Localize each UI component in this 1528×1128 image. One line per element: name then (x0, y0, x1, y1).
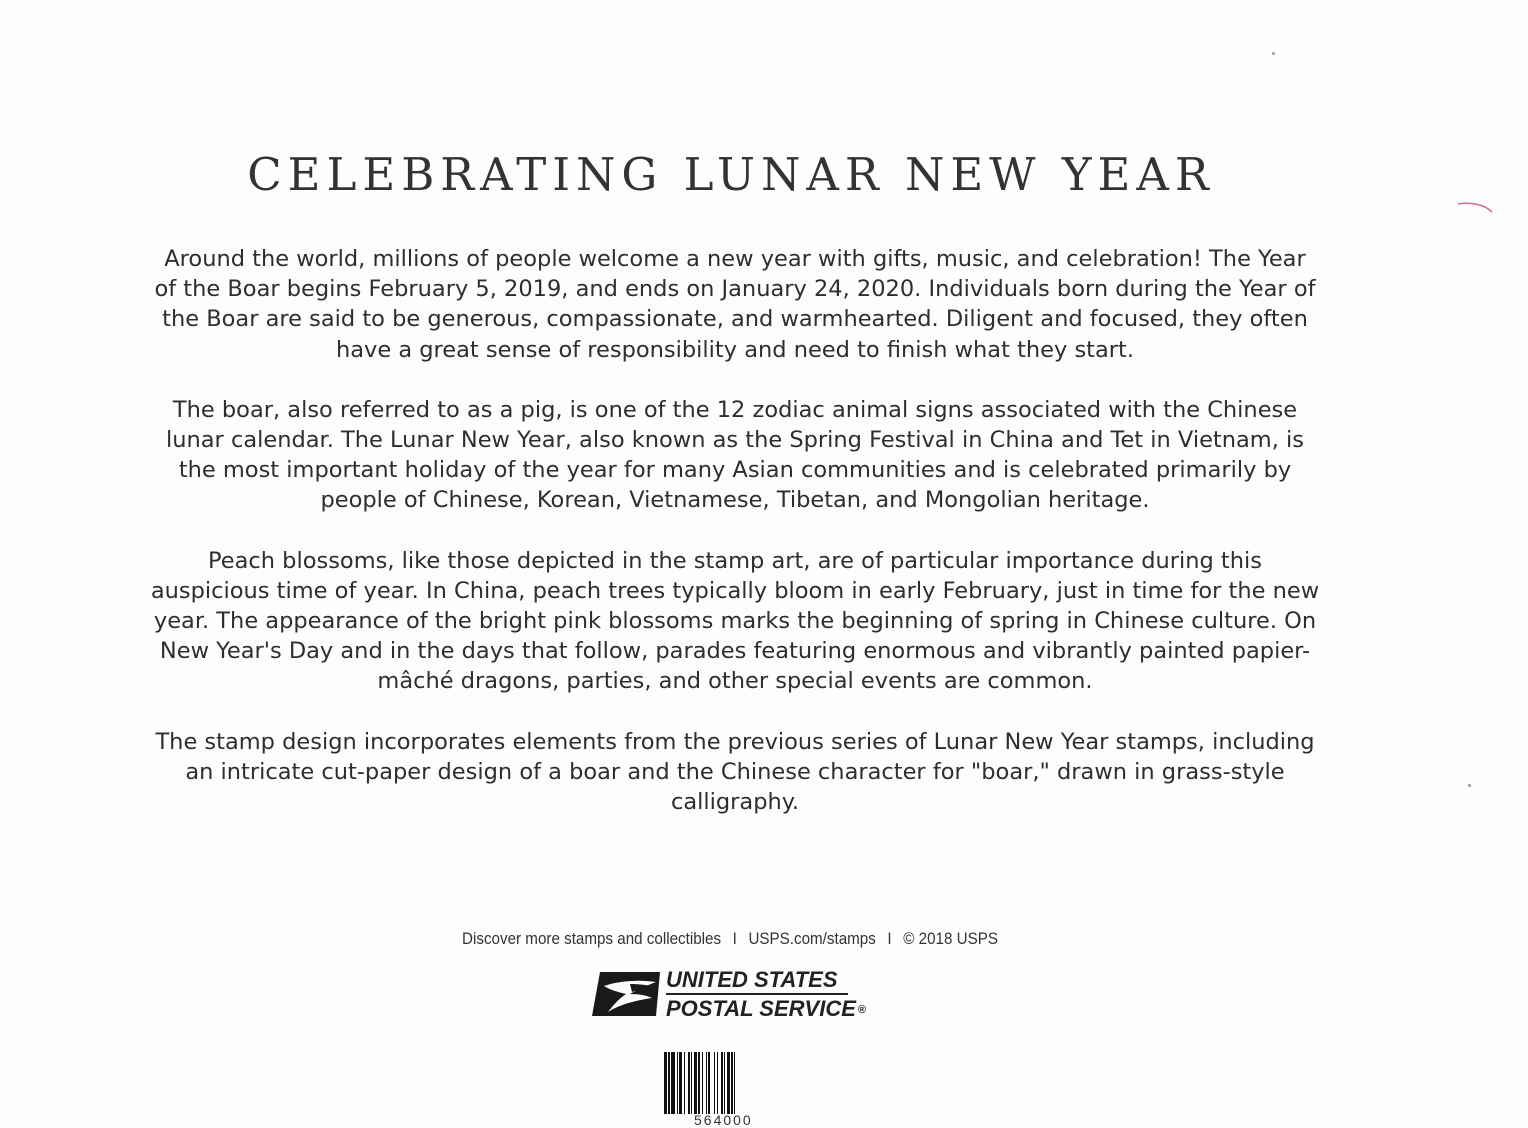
paragraph-zodiac: The boar, also referred to as a pig, is one of the 12 zodiac animal signs associated with the Chinese lunar calendar. The Lunar New Year, also known as the Spring Festival in China and Tet in Vietnam, is the most important holiday of the year for many Asian communities and is celebrated primarily by people of Chinese, Korean, Vietnamese, Tibetan, and Mongolian heritage. (166, 396, 1304, 514)
footer-copyright: © 2018 USPS (903, 930, 998, 948)
eagle-icon (590, 970, 662, 1018)
paragraph-intro: Around the world, millions of people welcome a new year with gifts, music, and celebration! The Year of the Boar begins February 5, 2019, and ends on January 24, 2020. Individuals born during the Year of the Boar are said to be generous, compassionate, and warmhearted. Diligent and focused, they often have a great sense of responsibility and need to finish what they start. (154, 246, 1316, 363)
barcode-gap (735, 1052, 738, 1114)
usps-logo (590, 966, 890, 1022)
footer-website-link[interactable]: USPS.com/stamps (748, 930, 876, 948)
logo-line-united-states: UNITED STATES (666, 966, 848, 995)
barcode-number: 564000 (694, 1112, 753, 1128)
footer-separator: I (887, 930, 892, 948)
footer-line (426, 930, 1033, 949)
pink-mark (1458, 200, 1494, 214)
paragraph-peach-blossoms: Peach blossoms, like those depicted in the stamp art, are of particular importance during this auspicious time of year. In China, peach trees typically bloom in early February, just in time for the new year. The appearance of the bright pink blossoms marks the beginning of spring in Chinese culture. On New Year's Day and in the days that follow, parades featuring enormous and vibrantly painted papier-mâché dragons, parties, and other special events are common. (150, 547, 1320, 695)
paper-speck (1272, 52, 1275, 55)
registered-mark: ® (857, 1003, 866, 1016)
barcode (664, 1052, 808, 1114)
footer-discover-text: Discover more stamps and collectibles (462, 930, 722, 948)
logo-line-postal-service: POSTAL SERVICE (666, 996, 856, 1021)
body-text (150, 244, 1320, 847)
paragraph-stamp-design: The stamp design incorporates elements from the previous series of Lunar New Year stamps, including an intricate cut-paper design of a boar and the Chinese character for "boar," drawn in grass-style calligraphy. (155, 728, 1315, 816)
footer-separator: I (732, 930, 737, 948)
logo-wordmark (666, 966, 866, 1024)
page-title: CELEBRATING LUNAR NEW YEAR (247, 148, 1215, 201)
paper-speck (1468, 784, 1471, 787)
